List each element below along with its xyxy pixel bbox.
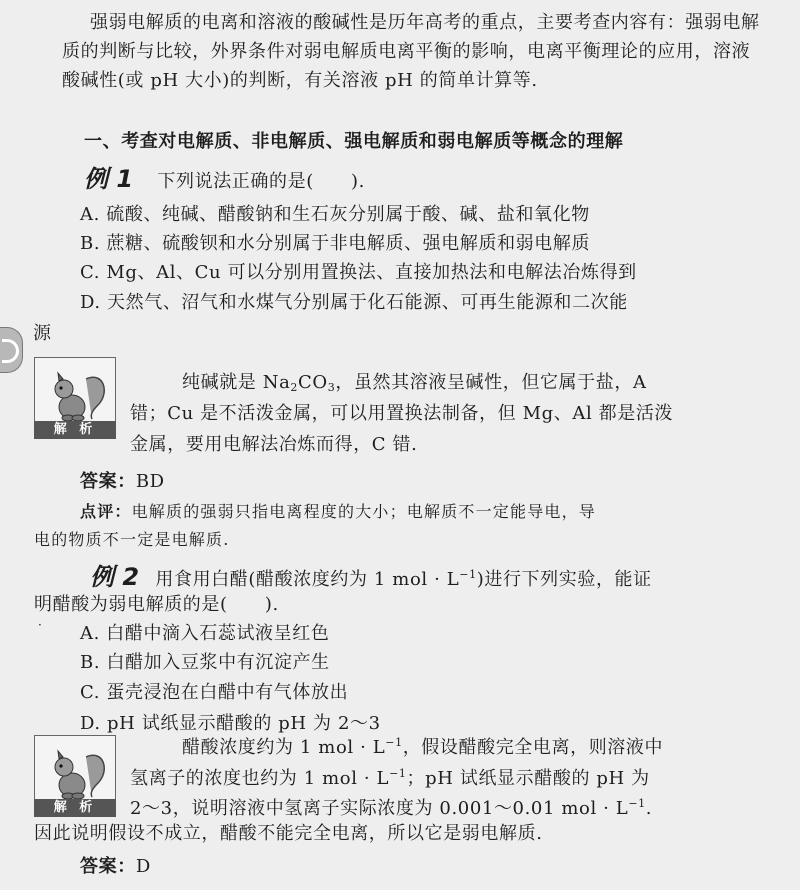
example1-option-b xyxy=(80,230,800,258)
analysis-text: ，假设醋酸完全电离，则溶液中 xyxy=(402,737,664,758)
example2-option-a xyxy=(80,620,800,648)
answer-value: BD xyxy=(135,471,165,492)
example2-answer xyxy=(80,853,800,881)
intro-text: 强弱电解质的电离和溶液的酸碱性是历年高考的重点，主要考查内容有：强弱电解质的判断与比较，外界条件对弱电解质电离平衡的影响，电离平衡理论的应用，溶液酸碱性(或 pH 大小)的判断，有关溶液 pH 的简单计算等. xyxy=(62,12,760,91)
analysis-text: 纯碱就是 Na xyxy=(182,372,291,393)
comment-text: 电解质的强弱只指电离程度的大小；电解质不一定能导电，导 xyxy=(131,502,597,521)
analysis-badge xyxy=(34,357,116,439)
analysis-text: ；pH 试纸显示醋酸的 pH 为 xyxy=(406,768,650,789)
question-text: 明醋酸为弱电解质的是( ). xyxy=(34,594,279,615)
example2-question-line2 xyxy=(34,591,800,619)
example2-label: 例 2 xyxy=(90,563,140,591)
analysis-badge xyxy=(34,735,116,817)
answer-value: D xyxy=(135,856,151,877)
example1-option-d xyxy=(80,289,800,317)
example1-option-a xyxy=(80,201,800,229)
analysis-text: 醋酸浓度约为 1 mol · L xyxy=(182,737,386,758)
option-text: 源 xyxy=(33,323,52,344)
option-text: D. pH 试纸显示醋酸的 pH 为 2～3 xyxy=(80,713,381,734)
answer-label: 答案： xyxy=(80,471,136,492)
subscript: 3 xyxy=(327,381,336,394)
example1-comment-line1 xyxy=(80,498,800,526)
example2-analysis-line1 xyxy=(182,729,800,762)
analysis-text: 金属，要用电解法冶炼而得，C 错. xyxy=(130,434,418,455)
option-text: A. 硫酸、纯碱、醋酸钠和生石灰分别属于酸、碱、盐和氧化物 xyxy=(80,204,590,225)
analysis-badge-label: 解 析 xyxy=(34,799,116,817)
example1-option-d-cont xyxy=(33,320,800,348)
superscript: −1 xyxy=(385,736,403,749)
comment-label: 点评： xyxy=(80,502,132,521)
section-heading-text: 一、考查对电解质、非电解质、强电解质和弱电解质等概念的理解 xyxy=(84,131,624,152)
question-text: )进行下列实验，能证 xyxy=(476,569,652,590)
example2-option-c xyxy=(80,679,800,707)
superscript: −1 xyxy=(389,767,407,780)
analysis-text: . xyxy=(645,798,653,819)
question-text: 用食用白醋(醋酸浓度约为 1 mol · L xyxy=(155,569,460,590)
example1-option-c xyxy=(80,259,800,287)
example2-analysis-line4 xyxy=(34,820,800,848)
analysis-text: 错；Cu 是不活泼金属，可以用置换法制备，但 Mg、Al 都是活泼 xyxy=(130,403,674,424)
analysis-text: 因此说明假设不成立，醋酸不能完全电离，所以它是弱电解质. xyxy=(34,823,543,844)
answer-label: 答案： xyxy=(80,856,136,877)
stray-mark: · xyxy=(38,618,42,632)
intro-paragraph xyxy=(62,8,768,95)
example2-analysis-line3 xyxy=(130,790,800,823)
option-text: B. 白醋加入豆浆中有沉淀产生 xyxy=(80,652,330,673)
subscript: 2 xyxy=(290,381,299,394)
example2-option-b xyxy=(80,649,800,677)
superscript: −1 xyxy=(628,797,646,810)
page-edge-tab xyxy=(0,327,23,373)
analysis-text: 氢离子的浓度也约为 1 mol · L xyxy=(130,768,390,789)
example2-question-line1 xyxy=(90,561,800,594)
analysis-text: CO xyxy=(298,372,328,393)
section-heading xyxy=(84,128,800,156)
superscript: −1 xyxy=(459,568,477,581)
option-text: D. 天然气、沼气和水煤气分别属于化石能源、可再生能源和二次能 xyxy=(80,292,628,313)
analysis-text: ，虽然其溶液呈碱性，但它属于盐，A xyxy=(335,372,647,393)
analysis-badge-label: 解 析 xyxy=(34,421,116,439)
example1-answer xyxy=(80,468,800,496)
analysis-text: 2～3，说明溶液中氢离子实际浓度为 0.001～0.01 mol · L xyxy=(130,798,629,819)
example1-label: 例 1 xyxy=(84,165,134,193)
example1-analysis-line1 xyxy=(182,369,800,402)
example1-question-line xyxy=(84,165,800,196)
example1-analysis-line2 xyxy=(130,400,800,428)
option-text: A. 白醋中滴入石蕊试液呈红色 xyxy=(80,623,330,644)
example1-analysis-line3 xyxy=(130,431,800,459)
example1-question: 下列说法正确的是( ). xyxy=(157,171,365,192)
option-text: B. 蔗糖、硫酸钡和水分别属于非电解质、强电解质和弱电解质 xyxy=(80,233,591,254)
example1-comment-line2 xyxy=(34,526,800,554)
option-text: C. 蛋壳浸泡在白醋中有气体放出 xyxy=(80,682,349,703)
example2-analysis-line2 xyxy=(130,760,800,793)
comment-text: 电的物质不一定是电解质. xyxy=(34,530,230,549)
option-text: C. Mg、Al、Cu 可以分别用置换法、直接加热法和电解法冶炼得到 xyxy=(80,262,637,283)
